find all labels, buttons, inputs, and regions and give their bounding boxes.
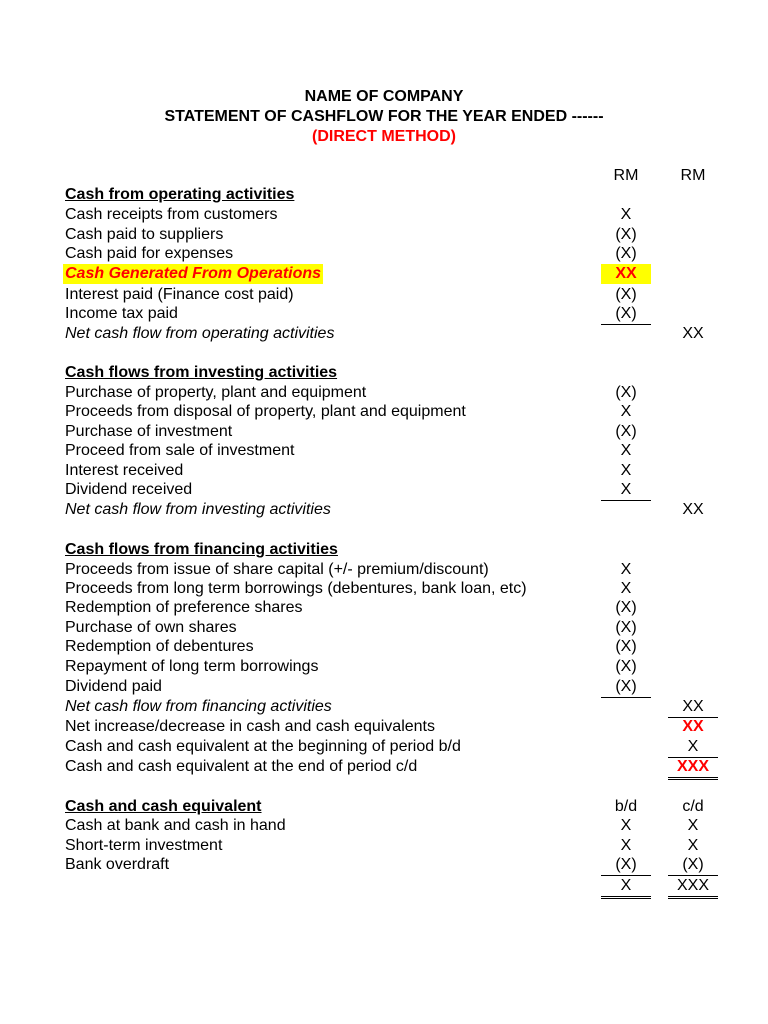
opening-balance-row: [0, 737, 768, 757]
row-label: Dividend paid: [65, 678, 162, 695]
statement-title: STATEMENT OF CASHFLOW FOR THE YEAR ENDED ------: [164, 108, 604, 125]
row-value-rm: X: [620, 462, 632, 479]
net-operating-row: [0, 324, 768, 344]
row-value-rm: (X): [601, 677, 651, 698]
operating-section-heading: [0, 185, 768, 205]
row-label: Purchase of property, plant and equipment: [65, 384, 367, 401]
column-header-rm-1: RM: [613, 167, 639, 184]
row-label: Redemption of preference shares: [65, 599, 303, 616]
row-label: Purchase of investment: [65, 423, 233, 440]
row-value-rm: X: [620, 561, 632, 578]
row-value-cd: (X): [668, 855, 718, 876]
section-heading-label: Cash flows from investing activities: [65, 364, 338, 381]
net-increase-row: [0, 717, 768, 737]
net-investing-row: [0, 500, 768, 520]
row-value-rm: X: [620, 580, 632, 597]
total-value-cd: XXX: [668, 876, 718, 899]
cash-generated-value: XX: [601, 264, 651, 284]
table-row: [0, 441, 768, 461]
section-heading-label: Cash flows from financing activities: [65, 541, 338, 558]
row-label: Proceeds from long term borrowings (debentures, bank loan, etc): [65, 580, 527, 597]
row-value-rm: (X): [615, 658, 637, 675]
row-value-cd: X: [687, 837, 699, 854]
table-row: [0, 618, 768, 638]
net-investing-label: Net cash flow from investing activities: [65, 501, 331, 518]
row-label: Income tax paid: [65, 305, 178, 322]
row-label: Proceed from sale of investment: [65, 442, 295, 459]
net-operating-label: Net cash flow from operating activities: [65, 325, 335, 342]
column-header-cd: c/d: [682, 798, 704, 815]
opening-balance-value: X: [668, 737, 718, 758]
row-label: Proceeds from disposal of property, plant and equipment: [65, 403, 466, 420]
net-financing-row: [0, 697, 768, 717]
table-row: [0, 480, 768, 500]
row-value-rm: (X): [615, 638, 637, 655]
row-label: Repayment of long term borrowings: [65, 658, 319, 675]
cash-generated-label: Cash Generated From Operations: [65, 265, 322, 282]
company-name: NAME OF COMPANY: [304, 88, 464, 105]
row-value-rm: X: [620, 206, 632, 223]
table-row: [0, 836, 768, 856]
row-value-bd: X: [620, 837, 632, 854]
row-value-rm: (X): [615, 286, 637, 303]
row-value-rm: (X): [615, 619, 637, 636]
row-label: Purchase of own shares: [65, 619, 237, 636]
row-label: Short-term investment: [65, 837, 223, 854]
row-value-rm: (X): [601, 244, 651, 265]
row-value-bd: X: [620, 817, 632, 834]
row-value-rm: (X): [615, 384, 637, 401]
column-header-rm-2: RM: [680, 167, 706, 184]
net-financing-label: Net cash flow from financing activities: [65, 698, 332, 715]
table-row: [0, 657, 768, 677]
financing-section-heading: [0, 540, 768, 560]
row-label: Interest paid (Finance cost paid): [65, 286, 294, 303]
highlighted-row: [0, 264, 768, 284]
row-value-rm: (X): [615, 226, 637, 243]
table-row: [0, 244, 768, 264]
investing-section-heading: [0, 363, 768, 383]
closing-balance-value: XXX: [668, 757, 718, 780]
table-row: [0, 461, 768, 481]
net-financing-value: XX: [668, 697, 718, 718]
row-value-rm: (X): [615, 599, 637, 616]
table-row: [0, 816, 768, 836]
equivalent-section-heading: [0, 797, 768, 817]
table-row: [0, 677, 768, 697]
section-heading-label: Cash from operating activities: [65, 186, 295, 203]
section-heading-label: Cash and cash equivalent: [65, 798, 262, 815]
net-investing-value: XX: [682, 501, 704, 518]
row-label: Cash at bank and cash in hand: [65, 817, 286, 834]
table-row: [0, 637, 768, 657]
table-row: [0, 205, 768, 225]
table-row: [0, 402, 768, 422]
row-value-rm: X: [601, 480, 651, 501]
row-value-cd: X: [687, 817, 699, 834]
row-label: Cash and cash equivalent at the beginning of period b/d: [65, 738, 461, 755]
table-row: [0, 579, 768, 599]
table-row: [0, 422, 768, 442]
row-value-rm: (X): [601, 304, 651, 325]
net-operating-value: XX: [682, 325, 704, 342]
closing-balance-row: [0, 757, 768, 777]
row-label: Proceeds from issue of share capital (+/- premium/discount): [65, 561, 489, 578]
row-label: Cash and cash equivalent at the end of period c/d: [65, 758, 418, 775]
total-value-bd: X: [601, 876, 651, 899]
net-increase-value: XX: [682, 718, 704, 735]
row-label: Dividend received: [65, 481, 193, 498]
table-row: [0, 304, 768, 324]
row-label: Net increase/decrease in cash and cash equivalents: [65, 718, 435, 735]
table-row: [0, 383, 768, 403]
table-row: [0, 598, 768, 618]
row-label: Cash paid for expenses: [65, 245, 234, 262]
row-label: Cash paid to suppliers: [65, 226, 224, 243]
table-row: [0, 560, 768, 580]
row-label: Redemption of debentures: [65, 638, 254, 655]
row-value-bd: (X): [601, 855, 651, 876]
row-value-rm: (X): [615, 423, 637, 440]
row-label: Cash receipts from customers: [65, 206, 278, 223]
table-row: [0, 285, 768, 305]
row-label: Bank overdraft: [65, 856, 170, 873]
table-row: [0, 855, 768, 875]
row-value-rm: X: [620, 403, 632, 420]
equivalent-total-row: [0, 876, 768, 896]
method-subtitle: (DIRECT METHOD): [312, 128, 456, 145]
row-label: Interest received: [65, 462, 184, 479]
row-value-rm: X: [620, 442, 632, 459]
table-row: [0, 225, 768, 245]
column-header-bd: b/d: [614, 798, 638, 815]
